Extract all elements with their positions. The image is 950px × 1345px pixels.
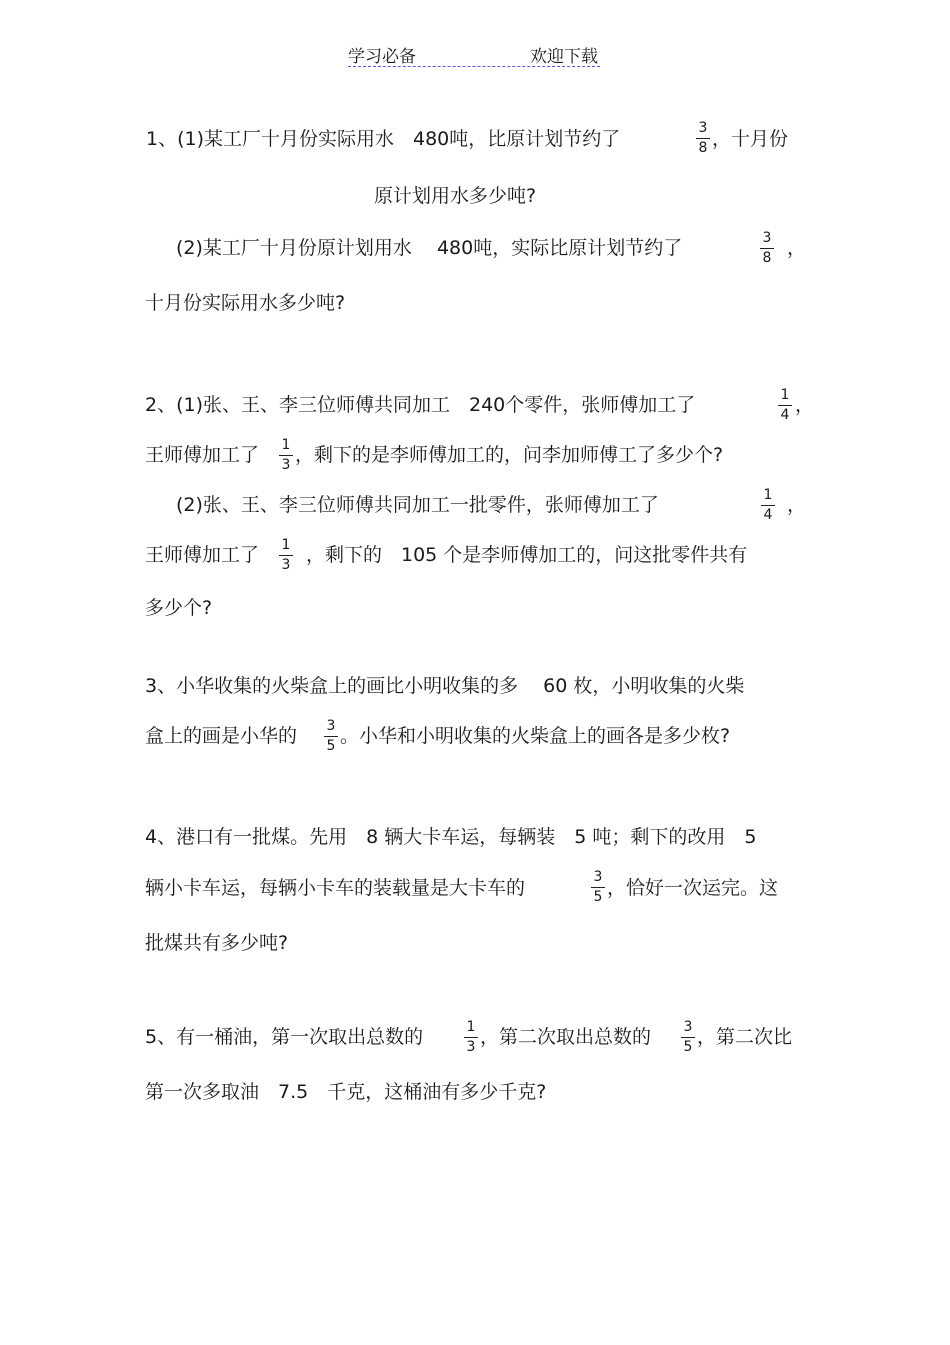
q1b-line-3: 十月份实际用水多少吨? [145, 292, 346, 314]
q4-line-4: 批煤共有多少吨? [145, 932, 289, 954]
q5-line-1: 5、有一桶油，第一次取出总数的 [145, 1026, 424, 1048]
q2a-line-1: 2、(1)张、王、李三位师傅共同加工 240个零件，张师傅加工了 [145, 394, 696, 416]
q1a-line-2: ，十月份 [712, 128, 789, 150]
q2a-line-4: ，剩下的是李师傅加工的，问李加师傅工了多少个? [295, 444, 724, 466]
header-left-text: 学习必备 [348, 47, 416, 67]
q2a-line-2: ， [795, 394, 815, 416]
fraction-1-4: 1 4 [759, 487, 777, 524]
fraction-3-8: 3 8 [758, 230, 776, 267]
q2b-line-4: ，剩下的 105 个是李师傅加工的，问这批零件共有 [306, 544, 748, 566]
fraction-1-3: 1 3 [277, 537, 295, 574]
q4-line-1: 4、港口有一批煤。先用 8 辆大卡车运，每辆装 5 吨；剩下的改用 5 [145, 826, 757, 848]
fraction-3-8: 3 8 [694, 120, 712, 157]
fraction-1-3: 1 3 [277, 437, 295, 474]
q4-line-2: 辆小卡车运，每辆小卡车的装载量是大卡车的 [145, 877, 526, 899]
q3-line-2: 盒上的画是小华的 [145, 725, 298, 747]
header-right-text: 欢迎下载 [530, 47, 598, 67]
q2b-line-1: (2)张、王、李三位师傅共同加工一批零件，张师傅加工了 [176, 494, 659, 516]
q1b-line-2: ， [787, 237, 807, 259]
fraction-3-5: 3 5 [679, 1019, 697, 1056]
fraction-1-4: 1 4 [776, 387, 794, 424]
q3-line-3: 。小华和小明收集的火柴盒上的画各是多少枚? [340, 725, 731, 747]
q5-line-4: 第一次多取油 7.5 千克，这桶油有多少千克? [145, 1081, 547, 1103]
q1b-line-1: (2)某工厂十月份原计划用水 480吨，实际比原计划节约了 [176, 237, 683, 259]
q2a-line-3: 王师傅加工了 [145, 444, 260, 466]
page-header [348, 42, 600, 67]
q5-line-2: ，第二次取出总数的 [480, 1026, 652, 1048]
q3-line-1: 3、小华收集的火柴盒上的画比小明收集的多 60 枚，小明收集的火柴 [145, 675, 745, 697]
fraction-3-5: 3 5 [589, 869, 607, 906]
q1a-line-1: 1、(1)某工厂十月份实际用水 480吨，比原计划节约了 [146, 128, 621, 150]
q2b-line-2: ， [787, 494, 807, 516]
fraction-1-3: 1 3 [462, 1019, 480, 1056]
q4-line-3: ，恰好一次运完。这 [607, 877, 779, 899]
q2b-line-3: 王师傅加工了 [145, 544, 260, 566]
fraction-3-5: 3 5 [322, 718, 340, 755]
q1a-line-3: 原计划用水多少吨? [374, 185, 537, 207]
q2b-line-5: 多少个? [145, 597, 213, 619]
q5-line-3: ，第二次比 [697, 1026, 793, 1048]
